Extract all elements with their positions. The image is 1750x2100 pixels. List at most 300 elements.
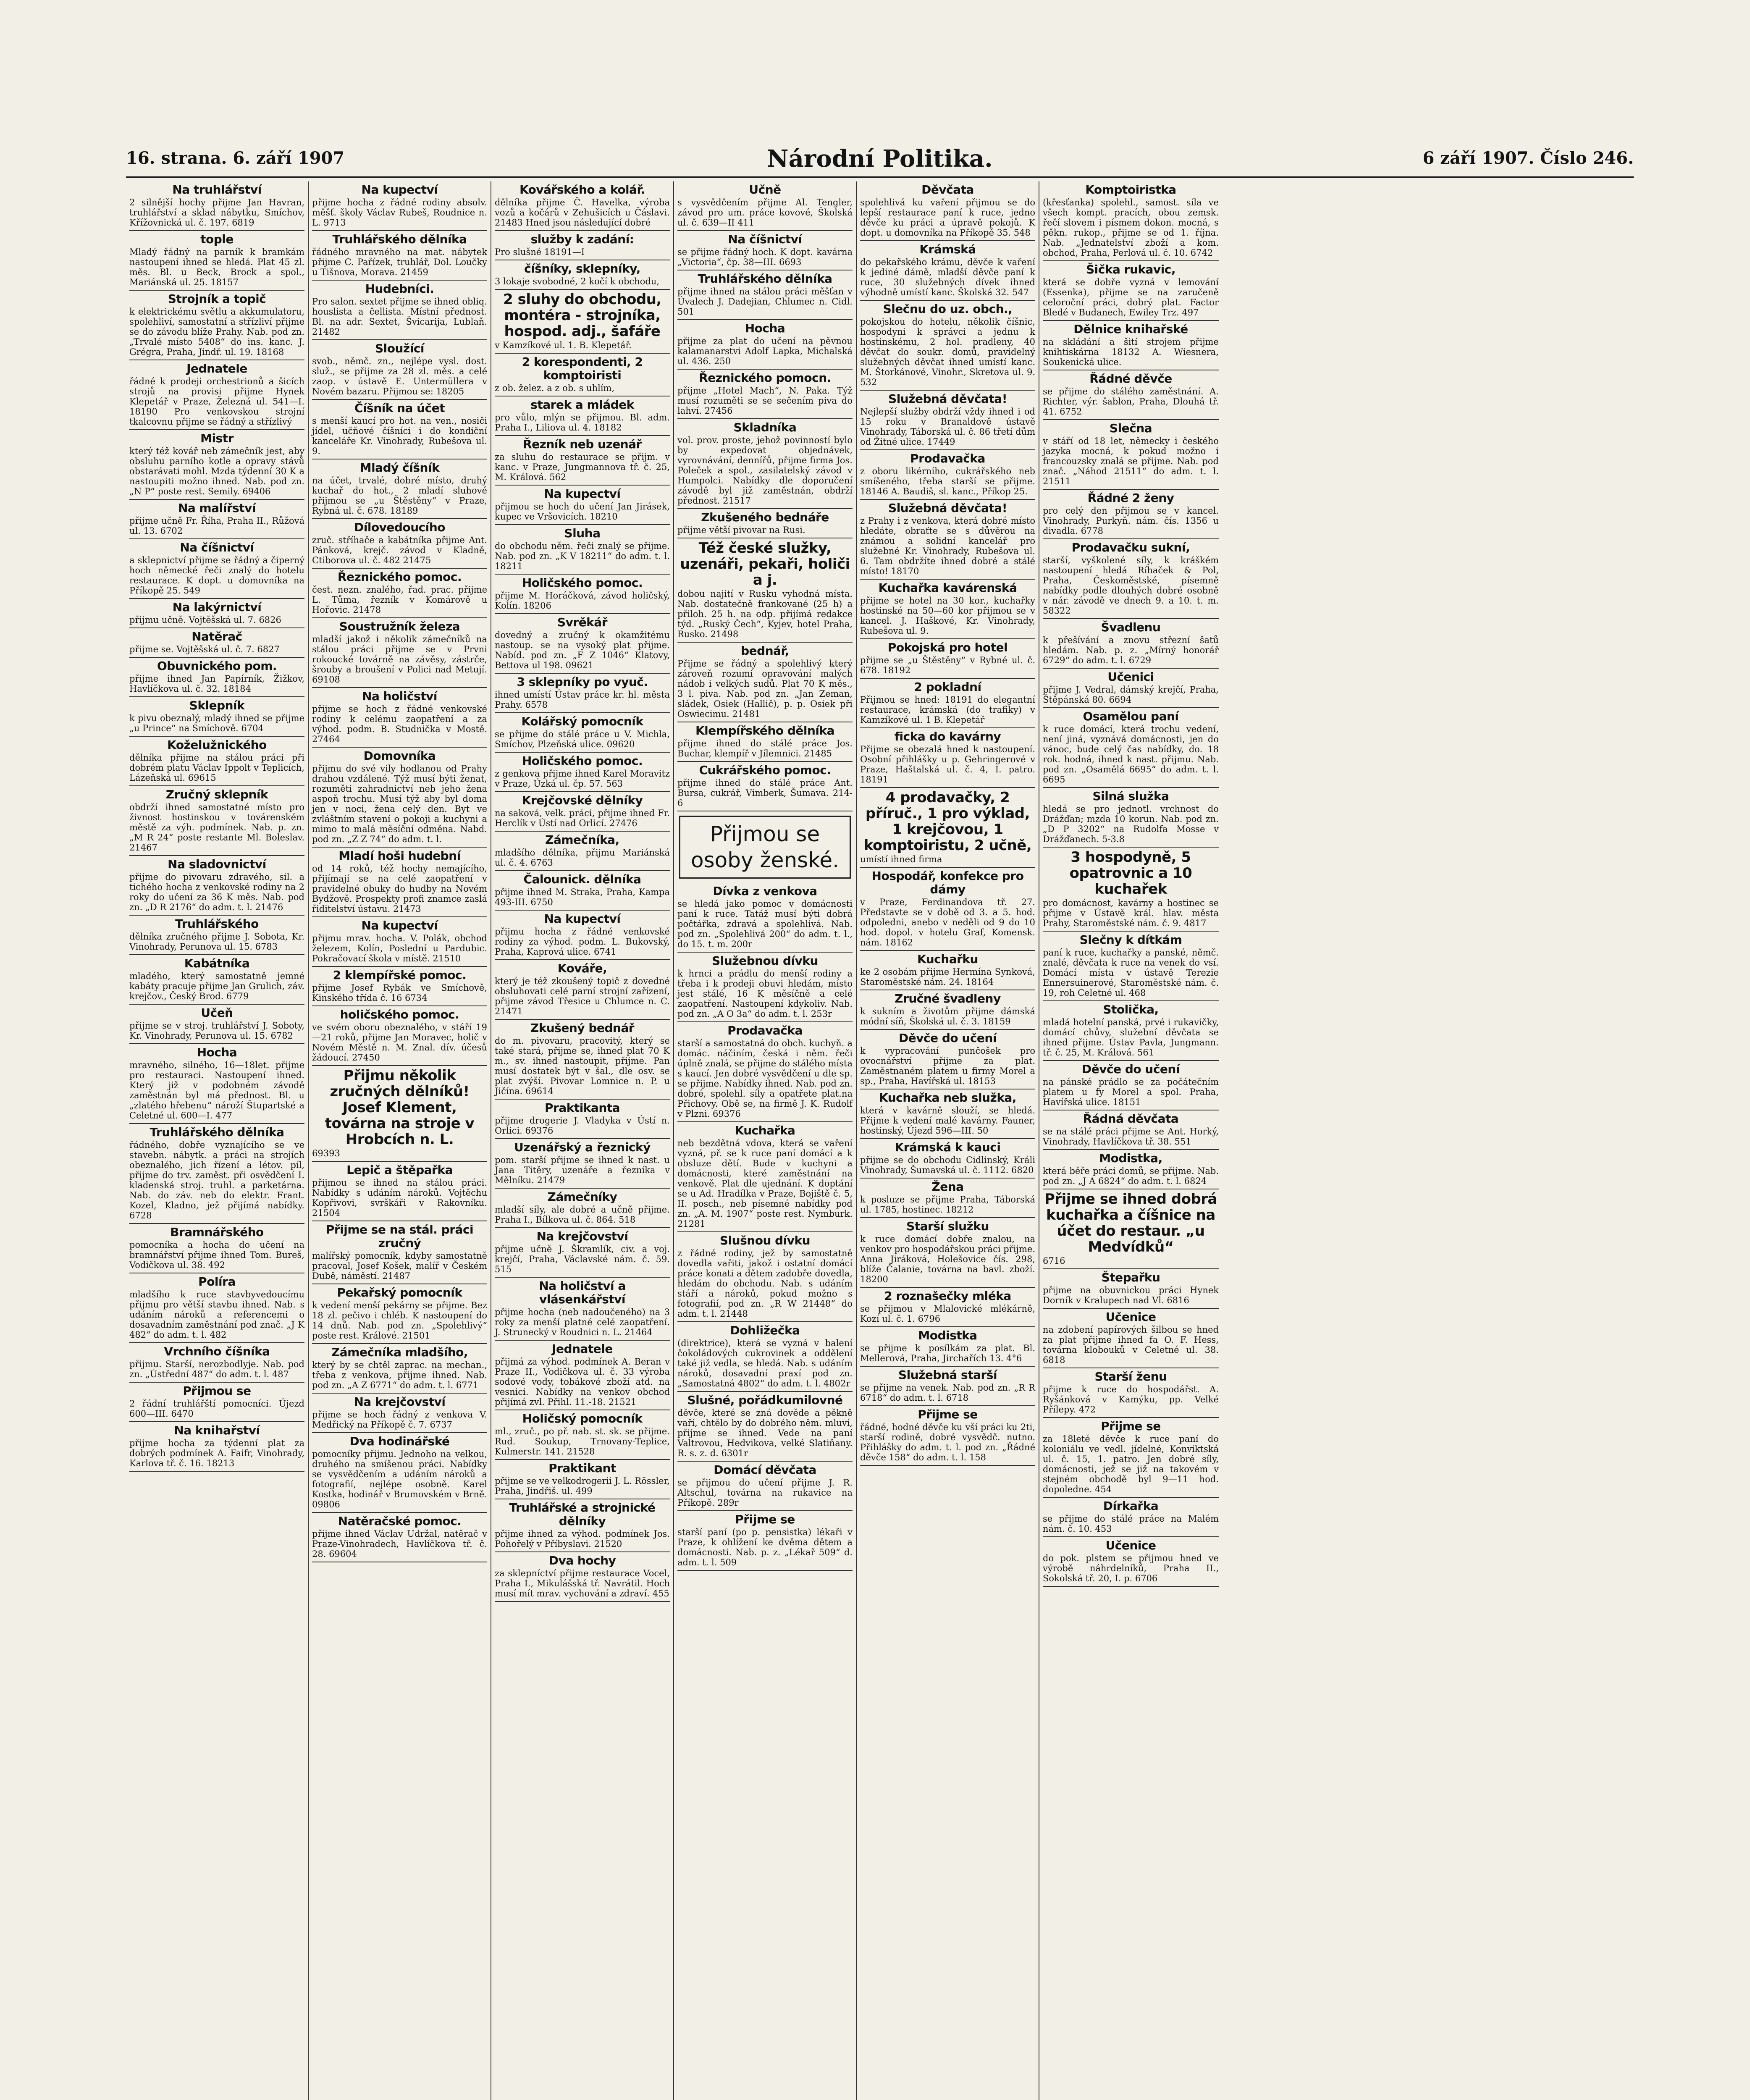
classified-ad [860, 728, 1035, 788]
classified-ad [312, 1006, 487, 1066]
classified-ad [129, 360, 304, 430]
ad-heading: Dělnice knihařské [1073, 322, 1188, 336]
ad-text: přijme učně Fr. Říha, Praha II., Růžová ul. 13. 6702 [129, 516, 304, 536]
ad-text: (direktrice), která se vyzná v balení čokoládových cukrovinek a oddělení také již vedla, se hledá. Nab. s udáním nároků, dosavadní praxí pod zn. „Samostatná 4802“ do adm. t. l. 4802r [677, 1338, 853, 1389]
ad-text: umístí ihned firma [860, 854, 942, 864]
ad-heading: Modistka [918, 1328, 977, 1342]
ad-text: na účet, trvalé, dobré místo, druhý kuchař do hot., 2 mladí sluhové přijmou se „u Štěstěny“ v Praze, Rybná ul. č. 678. 18189 [312, 475, 487, 516]
ad-text: se přijme k posílkám za plat. Bl. Mellerová, Praha, Jirchařích 13. 4°6 [860, 1343, 1035, 1363]
classified-ad [495, 753, 670, 792]
ad-text: na zdobení papírových šilbou se hned za plat přijme ihned fa O. F. Hess, továrna klobouků v Celetné ul. 38. 6818 [1043, 1325, 1219, 1365]
classified-ad [495, 525, 670, 575]
ad-heading: Holičského pomoc. [522, 754, 643, 768]
classified-ad [677, 419, 853, 509]
ad-heading: Mladí hoši hudební [338, 849, 461, 863]
classified-ad [129, 737, 304, 786]
ad-text: v stáří od 18 let, německy i českého jazyka mocná, k pokud možno i francouzsky znalá se přijme. Nab. pod znač. „Náhod 21511“ do adm. t. l. 21511 [1043, 436, 1219, 486]
ad-heading: Slušné, pořádkumilovné [687, 1393, 843, 1407]
ad-text: Přijme se řádný a spolehlivý který zároveň rozumí opravování malých nádob i velkých sudů. Plat 70 K měs., 3 l. piva. Nab. pod zn. „Jan Zeman, sládek, Osiek (Hallič), p. p. Osiek při Oswiecimu. 21481 [677, 659, 853, 719]
ad-heading: Truhlářského dělníka [150, 1125, 284, 1139]
classified-ad [129, 856, 304, 916]
ad-heading: Na holičství a vlásenkářství [539, 1279, 626, 1306]
classified-ad [312, 569, 487, 618]
ad-text: pokojskou do hotelu, několik číšnic, hospodyni k správci a jednu k hostinskému, 2 hol. pradleny, 40 děvčat do soukr. domů, pravidelný služebných děvčat ihned umístí kanc. M. Štorkánové, Vinohr., Skretova ul. 9. 532 [860, 317, 1035, 387]
ad-text: Pro salon. sextet přijme se ihned obliq. houslista a čellista. Místní přednost. Bl. na adr. Sextet, Švicarija, Lublaň. 21482 [312, 297, 487, 337]
ad-text: která běře práci domů, se přijme. Nab. pod zn. „J A 6824“ do adm. t. l. 6824 [1043, 1166, 1219, 1186]
classified-ad [495, 1100, 670, 1139]
ad-heading: číšníky, sklepníky, [524, 262, 640, 276]
ad-text: se přijmou v Mlalovické mlékárně, Kozí ul. č. 1. 6796 [860, 1304, 1035, 1324]
ad-text: k vypracování punčošek pro ovocnářství přijme za plat. Zaměstnaném platem u firmy Morel a sp., Praha, Havířská ul. 18153 [860, 1046, 1035, 1086]
ad-text: z řádné rodiny, jež by samostatně dovedla vařiti, jakož i ostatní domácí práce konati a dětem zadobře dovedla, hledám do obchodu. Nab. s udáním stáří a nároků, pokud možno s fotografií, pod zn. „R W 21448“ do adm. t. l. 21448 [677, 1248, 853, 1319]
ad-heading: Krámská k kauci [895, 1140, 1001, 1154]
ad-text: paní k ruce, kuchařky a panské, němč. znalé, děvčata k ruce na venek do vsí. Domácí místa v ústavě Terezie Ennersuinerové, Staroměstské nám. č. 19, roh Celetné ul. 468 [1043, 948, 1219, 998]
ad-heading: Praktikanta [544, 1101, 620, 1115]
ad-text: který by se chtěl zaprac. na mechan., třeba z venkova, přijme ihned. Nab. pod zn. „A Z 6771“ do adm. t. l. 6771 [312, 1360, 487, 1390]
ad-text: mravného, silného, 16—18let. přijme pro restauraci. Nastoupení ihned. Který již v podobném závodě zaměstnán byl má přednost. Bl. u „zlatého hřebenu“ nároží Štupartské a Celetné ul. 600—I. 477 [129, 1060, 304, 1121]
ad-text: se přijme do stálého zaměstnání. A. Richter, výr. šablon, Praha, Dlouhá tř. 41. 6752 [1043, 386, 1219, 417]
ad-text: vol. prov. proste, jehož povinností bylo by expedovat objednávek, vyrovnávání, dennířů, přijme firma Jos. Poleček a spol., zasilatelský závod v Humpolci. Nabídky dle doporučení závodě byl již zaměstnán, obdrží přednost. 21517 [677, 435, 853, 506]
classified-ad [495, 1189, 670, 1228]
ad-heading: Kovářského a kolář. [519, 183, 645, 197]
ad-heading: Též české služky, uzenáři, pekaři, holiči a j. [680, 540, 850, 588]
ad-heading: 3 hospodyně, 5 opatrovnic a 10 kuchařek [1069, 849, 1192, 898]
ad-text: se přijme na venek. Nab. pod zn. „R R 6718“ do adm. t. l. 6718 [860, 1383, 1035, 1403]
ad-heading: Na krejčovství [354, 1395, 446, 1409]
ad-text: za sklepníctví přijme restaurace Vocel, Praha I., Mikulášská tř. Navrátil. Hoch musí mít mrav. vychování a zdraví. 455 [495, 1568, 670, 1599]
ad-heading: Čalounick. dělníka [523, 872, 641, 886]
ad-text: mladší síly, ale dobré a učně přijme. Praha I., Bílkova ul. č. 864. 518 [495, 1205, 670, 1225]
ad-heading: Truhlářské a strojnické dělníky [509, 1501, 656, 1528]
classified-ad [495, 674, 670, 713]
ad-heading: Dílovedoucího [354, 520, 445, 534]
ad-heading: Šička rukavic, [1086, 262, 1175, 276]
ad-text: Pro slušné 18191—I [495, 247, 585, 257]
ad-heading: Prodavačka [910, 452, 985, 465]
classified-ad [495, 1341, 670, 1410]
ad-heading: Řádná děvčata [1083, 1112, 1179, 1126]
ad-text: z genkova přijme ihned Karel Moravitz v Praze, Úzká ul. čp. 57. 563 [495, 769, 670, 789]
classified-ad [1043, 1368, 1219, 1418]
classified-ad [1043, 420, 1219, 490]
classified-ad [860, 450, 1035, 500]
ad-text: přijmá za výhod. podmínek A. Beran v Praze II., Vodičkova ul. č. 33 výroba sodové vody, tobákové zboží atd. na vesnici. Nabídky na venkov obchod přijímá zvl. Přihl. 11.-18. 21521 [495, 1357, 670, 1407]
ad-heading: Mistr [200, 431, 234, 445]
ad-text: k ruce domácí, která trochu vedení, není jiná, vyznává domácnosti, jen do vánoc, bude celý čas nabídky, do. 18 rok. hodná, ihned k nast. přijmu. Nab. pod zn. „Osamělá 6695“ do adm. t. l. 6695 [1043, 724, 1219, 785]
ad-heading: Učeň [201, 1006, 233, 1020]
ad-text: přijme za plat do učení na pěvnou kalamanarstvi Adolf Lapka, Michalská ul. 436. 250 [677, 336, 853, 366]
ad-heading: Přijmou se [183, 1384, 251, 1398]
classified-ad [495, 1552, 670, 1602]
classified-ad [860, 1030, 1035, 1089]
ad-heading: Přijme se ihned dobrá kuchařka a číšnice na účet do restaur. „u Medvídků“ [1044, 1191, 1217, 1255]
ad-text: přijme se hoch z řádné venkovské rodiny k celému zaopatření a za výhod. podm. B. Studnička v Mostě. 27464 [312, 704, 487, 744]
ad-text: spolehlivá ku vaření přijmou se do lepší restaurace paní k ruce, jedno děvče ku práci a úpravě pokojů. K dopt. u domovníka na Příkopě 35. 548 [860, 197, 1035, 238]
classified-ad [129, 916, 304, 955]
classified-ad [677, 370, 853, 419]
classified-ad [1043, 490, 1219, 539]
ad-text: se přijme do stálé práce u V. Michla, Smíchov, Plzeňská ulice. 09620 [495, 729, 670, 749]
classified-ad [129, 430, 304, 500]
ad-heading: Hocha [745, 321, 785, 335]
ad-text: k posluze se přijme Praha, Táborská ul. 1785, hostinec. 18212 [860, 1194, 1035, 1215]
ad-heading: Domovníka [363, 749, 436, 763]
classified-ad [1043, 1061, 1219, 1110]
ad-heading: Prodavačka [727, 1024, 803, 1037]
ad-text: starší a samostatná do obch. kuchyň. a domác. náčiním, česká i něm. řeči úplně znalá, se přijme do stálého místa s kaucí. Jen dobré vysvědčení u dle sp. se přijme. Nabídky ihned. Nab. pod zn. dobré, spolehl. síly a opatřete plat.na Přichovy. Obě se, na firmě J. K. Rudolf v Plzni. 69376 [677, 1038, 853, 1119]
page-header [126, 145, 1634, 174]
ad-heading: Zručné švadleny [895, 992, 1001, 1005]
classified-ad [312, 340, 487, 400]
classified-ad [312, 519, 487, 569]
ad-heading: 2 roznašečky mléka [884, 1289, 1011, 1303]
column-3 [491, 181, 674, 2100]
classified-ad [312, 1162, 487, 1221]
ad-heading: Zručný sklepník [165, 788, 268, 801]
classified-ad [1043, 669, 1219, 708]
ad-heading: Štepařku [1101, 1270, 1160, 1284]
ad-heading: Holičského pomoc. [522, 576, 643, 590]
classified-ad [312, 748, 487, 848]
ad-text: přijmu. Starší, nerozbodlyje. Nab. pod zn. „Ústřední 487“ do adm. t. l. 487 [129, 1359, 304, 1379]
ad-text: přijme ihned M. Straka, Praha, Kampa 493-III. 6750 [495, 887, 670, 907]
classified-ad [312, 231, 487, 281]
classified-ad [1043, 1498, 1219, 1537]
classified-ad [677, 1232, 853, 1322]
ad-text: dělníka zručného přijme J. Sobota, Kr. Vinohrady, Perunova ul. 15. 6783 [129, 932, 304, 952]
ad-text: přijme ihned Jan Papírník, Žižkov, Havlíčkova ul. č. 32. 18184 [129, 674, 304, 694]
ad-text: přijme se hotel na 30 kor., kuchařky hostinské na 50—60 kor přijmou se v kancel. J. Haškové, Kr. Vinohrady, Rubešova ul. 9. [860, 596, 1035, 636]
classified-ad [129, 599, 304, 628]
classified-ad [677, 270, 853, 320]
ad-heading: Pekařský pomocník [337, 1286, 462, 1299]
ad-heading: 2 sluhy do obchodu, montéra - strojníka, hospod. adj., šafáře [503, 291, 661, 340]
ad-heading: Komptoiristka [1085, 183, 1176, 197]
ad-heading: Přijme se na stál. práci zručný [325, 1223, 474, 1250]
ad-text: mladá hotelní panská, prvé i rukavičky, domácí chůvy, služební děvčata se ihned přijme. Ústav Pavla, Jungmann. tř. č. 25, M. Králová. 561 [1043, 1017, 1219, 1058]
ad-heading: Svrěkář [557, 615, 608, 629]
ad-text: pro domácnost, kavárny a hostinec se přijme v Ústavě král. hlav. města Prahy, Staroměstské nám. č. 9. 4817 [1043, 898, 1219, 928]
ad-heading: Kuchařka neb služka, [879, 1091, 1016, 1105]
classified-ad [677, 1462, 853, 1511]
ad-text: přijme větší pivovar na Rusi. [677, 525, 805, 535]
classified-ad [495, 486, 670, 525]
masthead-title: Národní Politika. [767, 145, 993, 173]
ad-heading: Modistka, [1099, 1151, 1162, 1165]
classified-ad [860, 1367, 1035, 1406]
ad-text: která v kavárně slouží, se hledá. Přijme k vedení malé kavárny. Fauner, hostinský, Újezd 596—III. 50 [860, 1105, 1035, 1136]
column-2 [309, 181, 491, 2100]
ad-text: za 18leté děvče k ruce paní do koloniálu ve vedl. jídelné, Konviktská ul. č. 15, 1. patro. Jen dobré síly, domácnosti, jež se již na takovém v stejném obchodě byl 9—11 hod. dopoledne. 454 [1043, 1434, 1219, 1494]
ad-text: k přešívání a znovu střezní šatů hledám. Nab. p. z. „Mírný honorář 6729“ do adm. t. l. 6729 [1043, 635, 1219, 665]
ad-text: přijme se v stroj. truhlářství J. Soboty, Kr. Vinohrady, Perunova ul. 15. 6782 [129, 1021, 304, 1041]
classified-ad [495, 713, 670, 753]
ad-heading: Služebná starší [898, 1368, 997, 1382]
ad-text: (křesťanka) spolehl., samost. síla ve všech kompt. pracích, obou zemsk. řečí slovem i písmem dokon. mocná, s pěkn. rukop., přijme se od 1. října. Nab. „Jednatelství zboží a kom. obchod, Praha, Perlová ul. č. 10. 6742 [1043, 197, 1219, 258]
ad-text: přijmu mrav. hocha. V. Polák, obchod železem, Kolín, Poslední u Pardubic. Pokračovací škola v místě. 21510 [312, 933, 487, 963]
ad-text: z oboru likérního, cukrářského neb smíšeného, třeba starší se přijme. 18146 A. Baudiš, sl. kanc., Příkop 25. [860, 466, 1035, 496]
ad-heading: Truhlářského dělníka [332, 232, 467, 246]
classified-ad [677, 181, 853, 231]
ad-text: přijme se „u Štěstěny“ v Rybné ul. č. 678. 18192 [860, 655, 1035, 675]
ad-text: na pánské prádlo se za počátečním platem u fy Morel a spol. Praha, Havířská ulice. 18151 [1043, 1077, 1219, 1107]
ad-text: a sklepnictví přijme se řádný a čiperný hoch německé řeči znalý do hotelu restaurace. K dopt. u domovníka na Příkopě 25. 549 [129, 555, 304, 596]
ad-heading: Natěračské pomoc. [338, 1514, 462, 1528]
ad-text: Přijmou se hned: 18191 do elegantní restaurace, krámská (do trafiky) v Kamzíkové ul. 1 B. Klepetář [860, 695, 1035, 725]
ad-text: přijme ihned Václav Udržal, natěrač v Praze-Vinohradech, Havlíčkova tř. č. 28. 69604 [312, 1529, 487, 1559]
ad-heading: Lepič a štěpařka [346, 1163, 453, 1177]
ad-text: s menší kaucí pro hot. na ven., nosiči jídel, učňové číšníci i do kondiční kanceláře Kr. Vinohrady, Rubešova ul. 9. [312, 416, 487, 456]
ad-heading: Praktikant [548, 1461, 616, 1475]
ad-heading: Zámečníka mladšího, [331, 1345, 468, 1359]
ad-heading: Na krejčovství [536, 1229, 628, 1243]
classified-ad [860, 1179, 1035, 1218]
ad-text: 6716 [1043, 1256, 1065, 1266]
ad-text: k sukním a životům přijme dámská módní síň, Školská ul. č. 3. 18159 [860, 1006, 1035, 1026]
ad-heading: Na číšnictví [180, 541, 254, 554]
classified-ad [129, 697, 304, 737]
ad-text: přijme do pivovaru zdravého, sil. a tichého hocha z venkovské rodiny na 2 roky do učení za 36 K měs. Nab. pod zn. „D R 2176“ do adm. t. l. 21476 [129, 872, 304, 912]
classified-ad [129, 1343, 304, 1383]
ad-heading: Učenici [1107, 670, 1154, 684]
ad-text: v Praze, Ferdinandova tř. 27. Představte se v době od 3. a 5. hod. odpoledni, anebo v neděli od 9 do 10 hod. dopol. v hotelu Graf, Komensk. nám. 18162 [860, 897, 1035, 948]
ad-text: 69393 [312, 1148, 340, 1158]
classified-ad [860, 391, 1035, 450]
ad-heading: Na knihařství [174, 1423, 260, 1437]
ad-text: z ob. želez. a z ob. s uhlím, [495, 383, 615, 393]
ad-heading: Kuchařku [917, 952, 978, 966]
ad-text: k hrnci a prádlu do menší rodiny a třeba i k prodeji obuvi hledám, místo jest stálé, 16 K měsíčně a celé zaopatření. Nastoupení kdykoliv. Nab. pod zn. „A O 3a“ do adm. t. l. 253r [677, 969, 853, 1019]
ad-heading: Slečnu do uz. obch., [883, 302, 1013, 316]
classified-ad [860, 500, 1035, 580]
classified-ad [312, 459, 487, 519]
ad-heading: Hocha [197, 1045, 237, 1059]
classified-ad [129, 291, 304, 360]
ad-heading: Děvče do učení [899, 1031, 997, 1045]
classified-ad [129, 1383, 304, 1422]
ad-heading: Obuvnického pom. [157, 659, 277, 673]
ad-heading: Holičský pomocník [522, 1412, 643, 1425]
ad-heading: Slečny k dítkám [1079, 933, 1182, 947]
classified-ad [129, 628, 304, 658]
ad-text: přijmou se hoch do učení Jan Jirásek, kupec ve Vršovicích. 18210 [495, 501, 670, 522]
ad-heading: Mladý číšník [359, 461, 440, 475]
classified-ad [129, 955, 304, 1005]
ad-heading: 2 korespondenti, 2 komptoiristi [522, 355, 643, 382]
ad-heading: Zkušený bednář [530, 1021, 635, 1035]
ad-text: Mladý řádný na parník k bramkám nastoupení ihned se hledá. Plat 45 zl. měs. Bl. u Beck, Brock a spol., Mariánská ul. 25. 18157 [129, 247, 304, 287]
classified-ad [312, 917, 487, 967]
classified-ad [860, 951, 1035, 990]
ad-text: malířský pomocník, kdyby samostatně pracoval, Josef Košek, malíř v Českém Dubě, náměstí. 21487 [312, 1251, 487, 1281]
column-5 [857, 181, 1039, 2100]
classified-ad [1043, 1001, 1219, 1061]
ad-heading: Krámská [919, 242, 976, 256]
classified-ad [129, 500, 304, 539]
ad-heading: služby k zadání: [530, 232, 634, 246]
ad-heading: Jednatele [186, 362, 247, 375]
ad-heading: Na kupectví [361, 919, 438, 932]
ad-heading: Dohližečka [730, 1323, 800, 1337]
ad-heading: Služebná děvčata! [888, 501, 1007, 515]
classified-ad [860, 990, 1035, 1030]
ad-text: pomocníka a hocha do učení na bramnářství přijme ihned Tom. Bureš, Vodičkova ul. 38. 492 [129, 1240, 304, 1270]
ad-heading: Políra [198, 1275, 236, 1289]
ad-text: hledá se pro jednotl. vrchnost do Drážďan; mzda 10 korun. Nab. pod zn. „D P 3202“ na Rudolfa Mosse v Drážďanech. 5-3.8 [1043, 804, 1219, 844]
classified-ad [129, 1005, 304, 1044]
ad-heading: 2 pokladní [914, 680, 981, 694]
classified-ad [1043, 1150, 1219, 1189]
classified-ad [860, 1089, 1035, 1139]
ad-text: se přijme řádný hoch. K dopt. kavárna „Victoria“, čp. 38—III. 6693 [677, 247, 853, 267]
classified-ad [1043, 1418, 1219, 1498]
ad-text: přijme k ruce do hospodářst. A. Ryšánková v Kamýku, pp. Velké Přílepy. 472 [1043, 1384, 1219, 1415]
column-1 [126, 181, 309, 2100]
ad-heading: 3 sklepníky po vyuč. [517, 675, 648, 689]
ad-heading: Učenice [1105, 1310, 1156, 1324]
ad-text: přijme ihned do stálé práce Ant. Bursa, cukrář, Vimberk, Šumava. 214-6 [677, 778, 853, 808]
classified-ad [1043, 1537, 1219, 1587]
ad-heading: holičského pomoc. [340, 1008, 459, 1021]
classified-ad [129, 181, 304, 231]
classified-ad [1043, 181, 1219, 261]
ad-text: dobou najití v Rusku vyhodná místa. Nab. dostatečně frankované (25 h) a přiloh. 25 h. na odp. přijímá redakce týd. „Ruský Čech“, Kyjev, hotel Praha, Rusko. 21498 [677, 589, 853, 639]
classified-ad [1043, 619, 1219, 669]
classified-ad [312, 400, 487, 459]
classified-ad [495, 1020, 670, 1100]
ad-heading: Domácí děvčata [714, 1463, 816, 1477]
ad-heading: Koželužnického [167, 738, 267, 752]
ad-heading: Skladníka [733, 420, 797, 434]
ad-heading: bednář, [741, 644, 789, 658]
ad-heading: Řádné děvče [1089, 372, 1172, 386]
ad-heading: Bramnářského [170, 1225, 264, 1239]
ad-heading: Na holičství [362, 689, 437, 703]
ad-text: na saková, velk. práci, přijme ihned Fr. Herclík v Ústí nad Orlicí. 27476 [495, 808, 670, 828]
ad-heading: Dva hodinářské [349, 1434, 450, 1448]
ad-text: přijmou se ihned na stálou práci. Nabídky s udáním nároků. Vojtěchu Kopřivovi, svrškáři v Rakovníku. 21504 [312, 1178, 487, 1218]
classified-ad [495, 1410, 670, 1460]
ad-text: mladšího k ruce stavbyvedoucímu přijmu pro větší stavbu ihned. Nab. s udáním nároků a referencemi o dosavadním zaměstnání pod znač. „J K 482“ do adm. t. l. 482 [129, 1289, 304, 1340]
ad-text: starší paní (po p. pensistka) lékaři v Praze, k ohlížení ke dvěma dětem a domácnosti. Nab. p. z. „Lékař 509“ d. adm. t. l. 509 [677, 1527, 853, 1567]
ad-heading: Klempířského dělníka [695, 724, 835, 738]
section-heading: Přijmou se osoby ženské. [679, 816, 851, 879]
ad-text: dělníka přijme na stálou práci při dobrém platu Václav Ippolt v Teplicích, Lázeňská ul. 69615 [129, 753, 304, 783]
ad-heading: Kabátníka [184, 956, 250, 970]
classified-ad [129, 539, 304, 599]
ad-heading: Na truhlářství [172, 183, 262, 197]
classified-ad [495, 396, 670, 436]
ad-heading: Vrchního číšníka [164, 1344, 270, 1358]
ad-heading: Dva hochy [548, 1554, 616, 1567]
ad-text: z Prahy i z venkova, která dobré místo hledáte, obraťte se s důvěrou na známou a solidní kancelář pro služebné Kr. Vinohrady, Rubešova ul. 6. Tam obdržíte ihned dobré a stálé místo! 18170 [860, 516, 1035, 576]
ad-heading: Služebná děvčata! [888, 392, 1007, 406]
ad-heading: Děvče do učení [1082, 1062, 1180, 1076]
ad-heading: Cukrářského pomoc. [699, 763, 831, 777]
ad-text: do pok. plstem se přijmou hned ve výrobě náhrdelníků, Praha II., Sokolská tř. 20, I. p. 6706 [1043, 1553, 1219, 1583]
ad-heading: Zámečníka, [545, 833, 619, 847]
ad-text: přijme ihned do stálé práce Jos. Buchar, klempíř v Jílemnici. 21485 [677, 738, 853, 759]
classified-ad [1043, 1189, 1219, 1269]
classified-ad [677, 1022, 853, 1122]
classified-ad [312, 967, 487, 1006]
ad-heading: Truhlářského [175, 917, 259, 931]
classified-ad [129, 1044, 304, 1124]
classified-ad [495, 871, 670, 911]
ad-heading: Žena [931, 1180, 964, 1194]
classified-ad [312, 1433, 487, 1513]
ad-heading: 4 prodavačky, 2 příruč., 1 pro výklad, 1 krejčovou, 1 komptoiristu, 2 učně, [863, 789, 1032, 854]
ad-text: přijme se ve velkodrogerii J. L. Rössler, Praha, Jindřiš. ul. 499 [495, 1476, 670, 1496]
classified-ad [1043, 1309, 1219, 1368]
classified-ad [495, 1278, 670, 1341]
ad-heading: Starší ženu [1094, 1370, 1167, 1383]
classified-ad [1043, 1110, 1219, 1150]
classified-ad [495, 290, 670, 354]
classified-ad [1043, 788, 1219, 848]
classified-ad [312, 1066, 487, 1162]
classified-ad [677, 538, 853, 643]
classified-ad [129, 1273, 304, 1343]
classified-ad [495, 231, 670, 260]
ad-text: ml., zruč., po př. nab. st. sk. se přijme. Rud. Soukup, Trnovany-Teplice, Kulmerstr. 141. 21528 [495, 1426, 670, 1457]
ad-heading: Na kupectví [544, 487, 621, 501]
ad-text: se na stálé práci přijme se Ant. Horký, Vinohrady, Havlíčkova tř. 38. 551 [1043, 1126, 1219, 1147]
ad-heading: Přijme se [918, 1407, 978, 1421]
ad-text: přijme učně J. Škramlík, civ. a voj. krejčí, Praha, Václavské nám. č. 59. 515 [495, 1244, 670, 1274]
header-page-date: 16. strana. 6. září 1907 [126, 148, 345, 168]
ad-text: pomocníky přijmu. Jednoho na velkou, druhého na smíšenou práci. Nabídky se vysvědčením a udáním nároků a fotografií, nejlépe osobně. Karel Kostka, hodinář v Brumovském v Brně. 09806 [312, 1449, 487, 1509]
ad-heading: Zámečníky [547, 1190, 617, 1204]
ad-heading: Stolička, [1103, 1003, 1159, 1016]
classified-ad [495, 436, 670, 486]
ad-text: přijme se. Vojtěšská ul. č. 7. 6827 [129, 644, 280, 654]
classified-ad [312, 1284, 487, 1344]
ad-text: starší, vyškolené síly, k kráškém nastoupení hledá Ríhaček & Pol, Praha, Českoměstské, písemně nabídky podle dlouhých dobré osobně v nár. závodě ve dnech 9. a 10. t. m. 58322 [1043, 555, 1219, 616]
ad-heading: Sloužící [375, 341, 425, 355]
ad-heading: Přijme se [1101, 1419, 1161, 1433]
ad-heading: Na kupectví [544, 912, 621, 926]
ad-heading: Na lakýrnictví [172, 600, 262, 614]
ad-text: přijmu učně. Vojtěšská ul. 7. 6826 [129, 615, 281, 625]
ad-text: obdrží ihned samostatné místo pro živnost hostinskou v továrenském městě za výh. podmínek. Nab. p. zn. „M R 24“ poste restante Ml. Boleslav. 21467 [129, 802, 304, 853]
classified-ad [860, 1139, 1035, 1179]
ad-heading: Strojník a topič [168, 292, 266, 306]
ad-text: přijmu do své vily hodlanou od Prahy drahou vzdálené. Týž musí býti ženat, rozuměti zahradnictví neb jeho žena aspoň trochu. Musí týž aby byl doma jen v noci, žena celý den. Byt ve zvláštním stavení o pokoji a kuchyni a mimo to malá měsíční odměna. Nabd. pod zn. „Z Z 74“ do adm. t. l. [312, 764, 487, 844]
ad-heading: Na sladovnictví [168, 857, 266, 871]
classified-ad [677, 643, 853, 722]
ad-text: přijme ihned na stálou práci měšťan v Úvalech J. Dadejian, Chlumec n. Cidl. 501 [677, 286, 853, 317]
ad-heading: Na číšnictví [728, 232, 802, 246]
classified-ad [312, 618, 487, 688]
classified-ad [1043, 708, 1219, 788]
ad-text: 3 lokaje svobodné, 2 kočí k obchodu, [495, 276, 659, 286]
ad-heading: Slušnou dívku [719, 1234, 811, 1247]
classified-ad [1043, 1269, 1219, 1309]
classified-ad [860, 241, 1035, 301]
ad-text: dovedný a zručný k okamžitému nastoup. se na vysoký plat přijme. Nabíd. pod zn. „F Z 1046“ Klatovy, Bettova ul 198. 09621 [495, 630, 670, 670]
classified-ad [495, 960, 670, 1020]
classified-ad [860, 639, 1035, 679]
ad-text: přijme se hoch řádný z venkova V. Medřický na Příkopě č. 7. 6737 [312, 1410, 487, 1430]
ad-heading: tople [200, 232, 234, 246]
ad-heading: Děvčata [921, 183, 974, 197]
ad-text: k vedení menší pekárny se přijme. Bez 18 zl. pečivo i chléb. K nastoupení do 14 dnů. Nab. pod zn. „Spolehlivý“ poste rest. Králové. 21501 [312, 1300, 487, 1341]
ad-text: do m. pivovaru, pracovitý, který se také stará, přijme se, ihned plat 70 K m., sv. ihned nastoupit, přijme. Pan musí dostatek být v šal., dle osv. se plat zvýší. Pivovar Lomnice n. P. u Jičína. 69614 [495, 1036, 670, 1096]
column-6 [1039, 181, 1222, 2100]
ad-heading: Starší služku [906, 1219, 989, 1233]
ad-heading: Dírkařka [1103, 1499, 1159, 1513]
